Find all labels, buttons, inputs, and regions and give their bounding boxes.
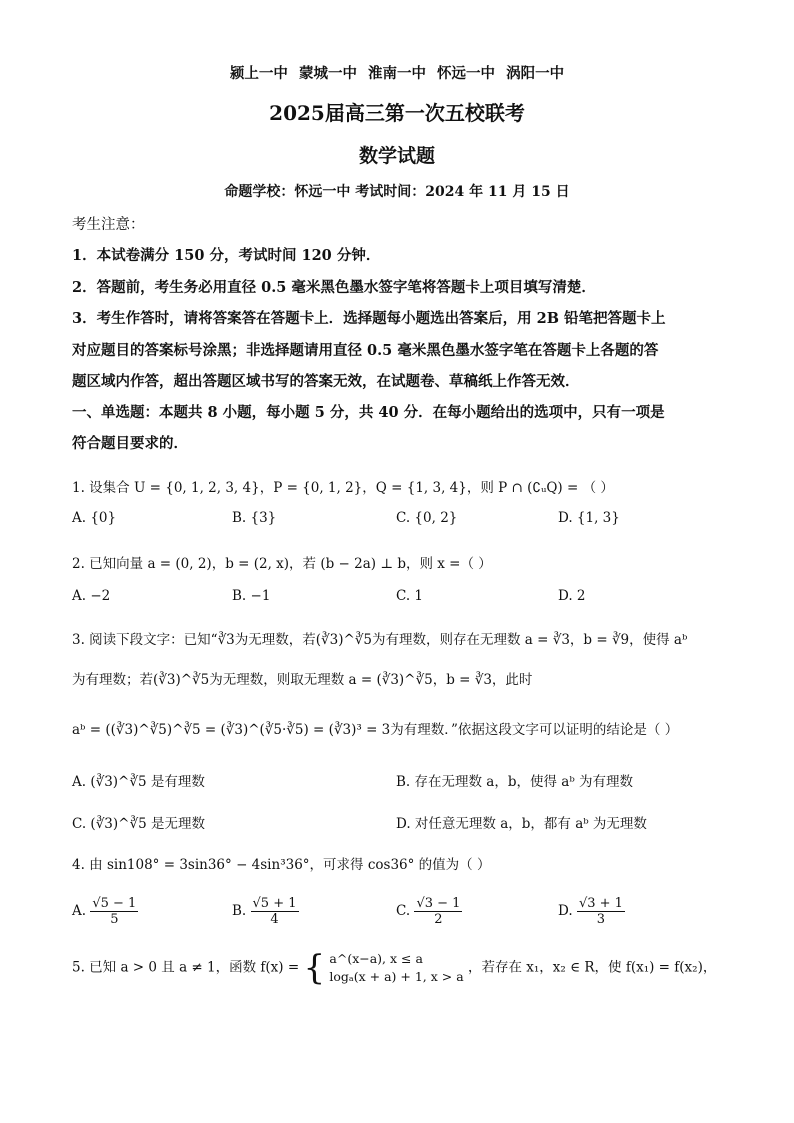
q4-option-b-denominator: 4 [270, 912, 279, 927]
q4-option-d-label: D. [558, 903, 573, 919]
q1-option-b: B. {3} [232, 510, 277, 526]
q3-option-c: C. (∛3)^∛5 是无理数 [72, 816, 205, 832]
q4-option-b [232, 896, 299, 927]
q4-option-c-fraction [414, 896, 462, 927]
q1-option-d: D. {1, 3} [558, 510, 620, 526]
notice-item-1: 1．本试卷满分 150 分，考试时间 120 分钟． [72, 247, 381, 264]
q5-prefix: 5. 已知 a > 0 且 a ≠ 1，函数 f(x) = [72, 959, 300, 976]
q4-option-a-denominator: 5 [110, 912, 119, 927]
q4-option-b-fraction [251, 896, 299, 927]
notice-item-3-line-2: 对应题目的答案标号涂黑；非选择题请用直径 0.5 毫米黑色墨水签字笔在答题卡上各题的答 [72, 342, 659, 359]
notice-item-3-line-3: 题区域内作答，超出答题区域书写的答案无效，在试题卷、草稿纸上作答无效． [72, 373, 580, 390]
q3-option-a: A. (∛3)^∛5 是有理数 [72, 774, 205, 790]
section-heading-line-1: 一、单选题：本题共 8 小题，每小题 5 分，共 40 分．在每小题给出的选项中，只有一项是 [72, 404, 665, 421]
q4-option-b-numerator: √5 + 1 [252, 896, 297, 911]
q4-option-d-denominator: 3 [596, 912, 606, 927]
q2-option-c: C. 1 [396, 588, 424, 604]
q4-option-c-numerator: √3 − 1 [416, 896, 461, 911]
q2-option-d: D. 2 [558, 588, 586, 604]
q4-option-b-label: B. [232, 903, 247, 919]
piecewise-brace-icon: { [303, 948, 326, 988]
q5-piece-1: a^(x−a), x ≤ a [329, 951, 423, 966]
q4-option-a [72, 896, 138, 927]
q5-piece-2: logₐ(x + a) + 1, x > a [329, 969, 464, 984]
question-3-line-3: aᵇ = ((∛3)^∛5)^∛5 = (∛3)^(∛5·∛5) = (∛3)³ = 3为有理数．”依据这段文字可以证明的结论是（ ） [72, 722, 679, 738]
school-list: 颍上一中 蒙城一中 淮南一中 怀远一中 涡阳一中 [229, 65, 565, 82]
notice-item-2: 2．答题前，考生务必用直径 0.5 毫米黑色墨水签字笔将答题卡上项目填写清楚． [72, 279, 596, 296]
notice-heading: 考生注意： [72, 217, 145, 233]
notice-item-3-line-1: 3．考生作答时，请将答案答在答题卡上．选择题每小题选出答案后，用 2B 铅笔把答题卡上 [72, 310, 666, 327]
q5-piecewise [329, 950, 463, 986]
question-1-stem: 1. 设集合 U = {0, 1, 2, 3, 4}，P = {0, 1, 2}，Q = {1, 3, 4}，则 P ∩ (∁ᵤQ) = （ ） [72, 480, 614, 496]
q1-option-c: C. {0, 2} [396, 510, 458, 526]
q3-option-b: B. 存在无理数 a，b，使得 aᵇ 为有理数 [396, 774, 634, 790]
q4-option-a-numerator: √5 − 1 [92, 896, 137, 911]
q4-option-d-fraction [577, 896, 625, 927]
exam-meta: 命题学校：怀远一中 考试时间：2024 年 11 月 15 日 [224, 184, 570, 200]
q4-option-d [558, 896, 625, 927]
section-heading-line-2: 符合题目要求的． [72, 435, 188, 452]
q2-option-b: B. −1 [232, 588, 271, 604]
q4-option-a-fraction [90, 896, 138, 927]
q2-option-a: A. −2 [72, 588, 111, 604]
exam-title: 2025届高三第一次五校联考 [269, 101, 525, 125]
question-3-line-1: 3. 阅读下段文字：已知“∛3为无理数，若(∛3)^∛5为有理数，则存在无理数 a = ∛3，b = ∛9，使得 aᵇ [72, 632, 688, 648]
q1-option-a: A. {0} [72, 510, 117, 526]
question-5-stem [72, 950, 716, 986]
exam-subtitle: 数学试题 [358, 145, 435, 167]
q4-option-c [396, 896, 462, 927]
question-2-stem: 2. 已知向量 a = (0, 2)，b = (2, x)，若 (b − 2a) ⊥ b，则 x =（ ） [72, 556, 492, 572]
question-3-line-2: 为有理数；若(∛3)^∛5为无理数，则取无理数 a = (∛3)^∛5，b = ∛3，此时 [72, 672, 533, 688]
question-4-stem: 4. 由 sin108° = 3sin36° − 4sin³36°，可求得 cos36° 的值为（ ） [72, 857, 491, 873]
q4-option-c-label: C. [396, 903, 411, 919]
q4-option-a-label: A. [72, 903, 87, 919]
q4-option-d-numerator: √3 + 1 [578, 896, 623, 911]
q3-option-d: D. 对任意无理数 a，b，都有 aᵇ 为无理数 [396, 816, 647, 832]
q5-suffix: ，若存在 x₁，x₂ ∈ R，使 f(x₁) = f(x₂)， [467, 959, 717, 976]
q4-option-c-denominator: 2 [434, 912, 443, 927]
